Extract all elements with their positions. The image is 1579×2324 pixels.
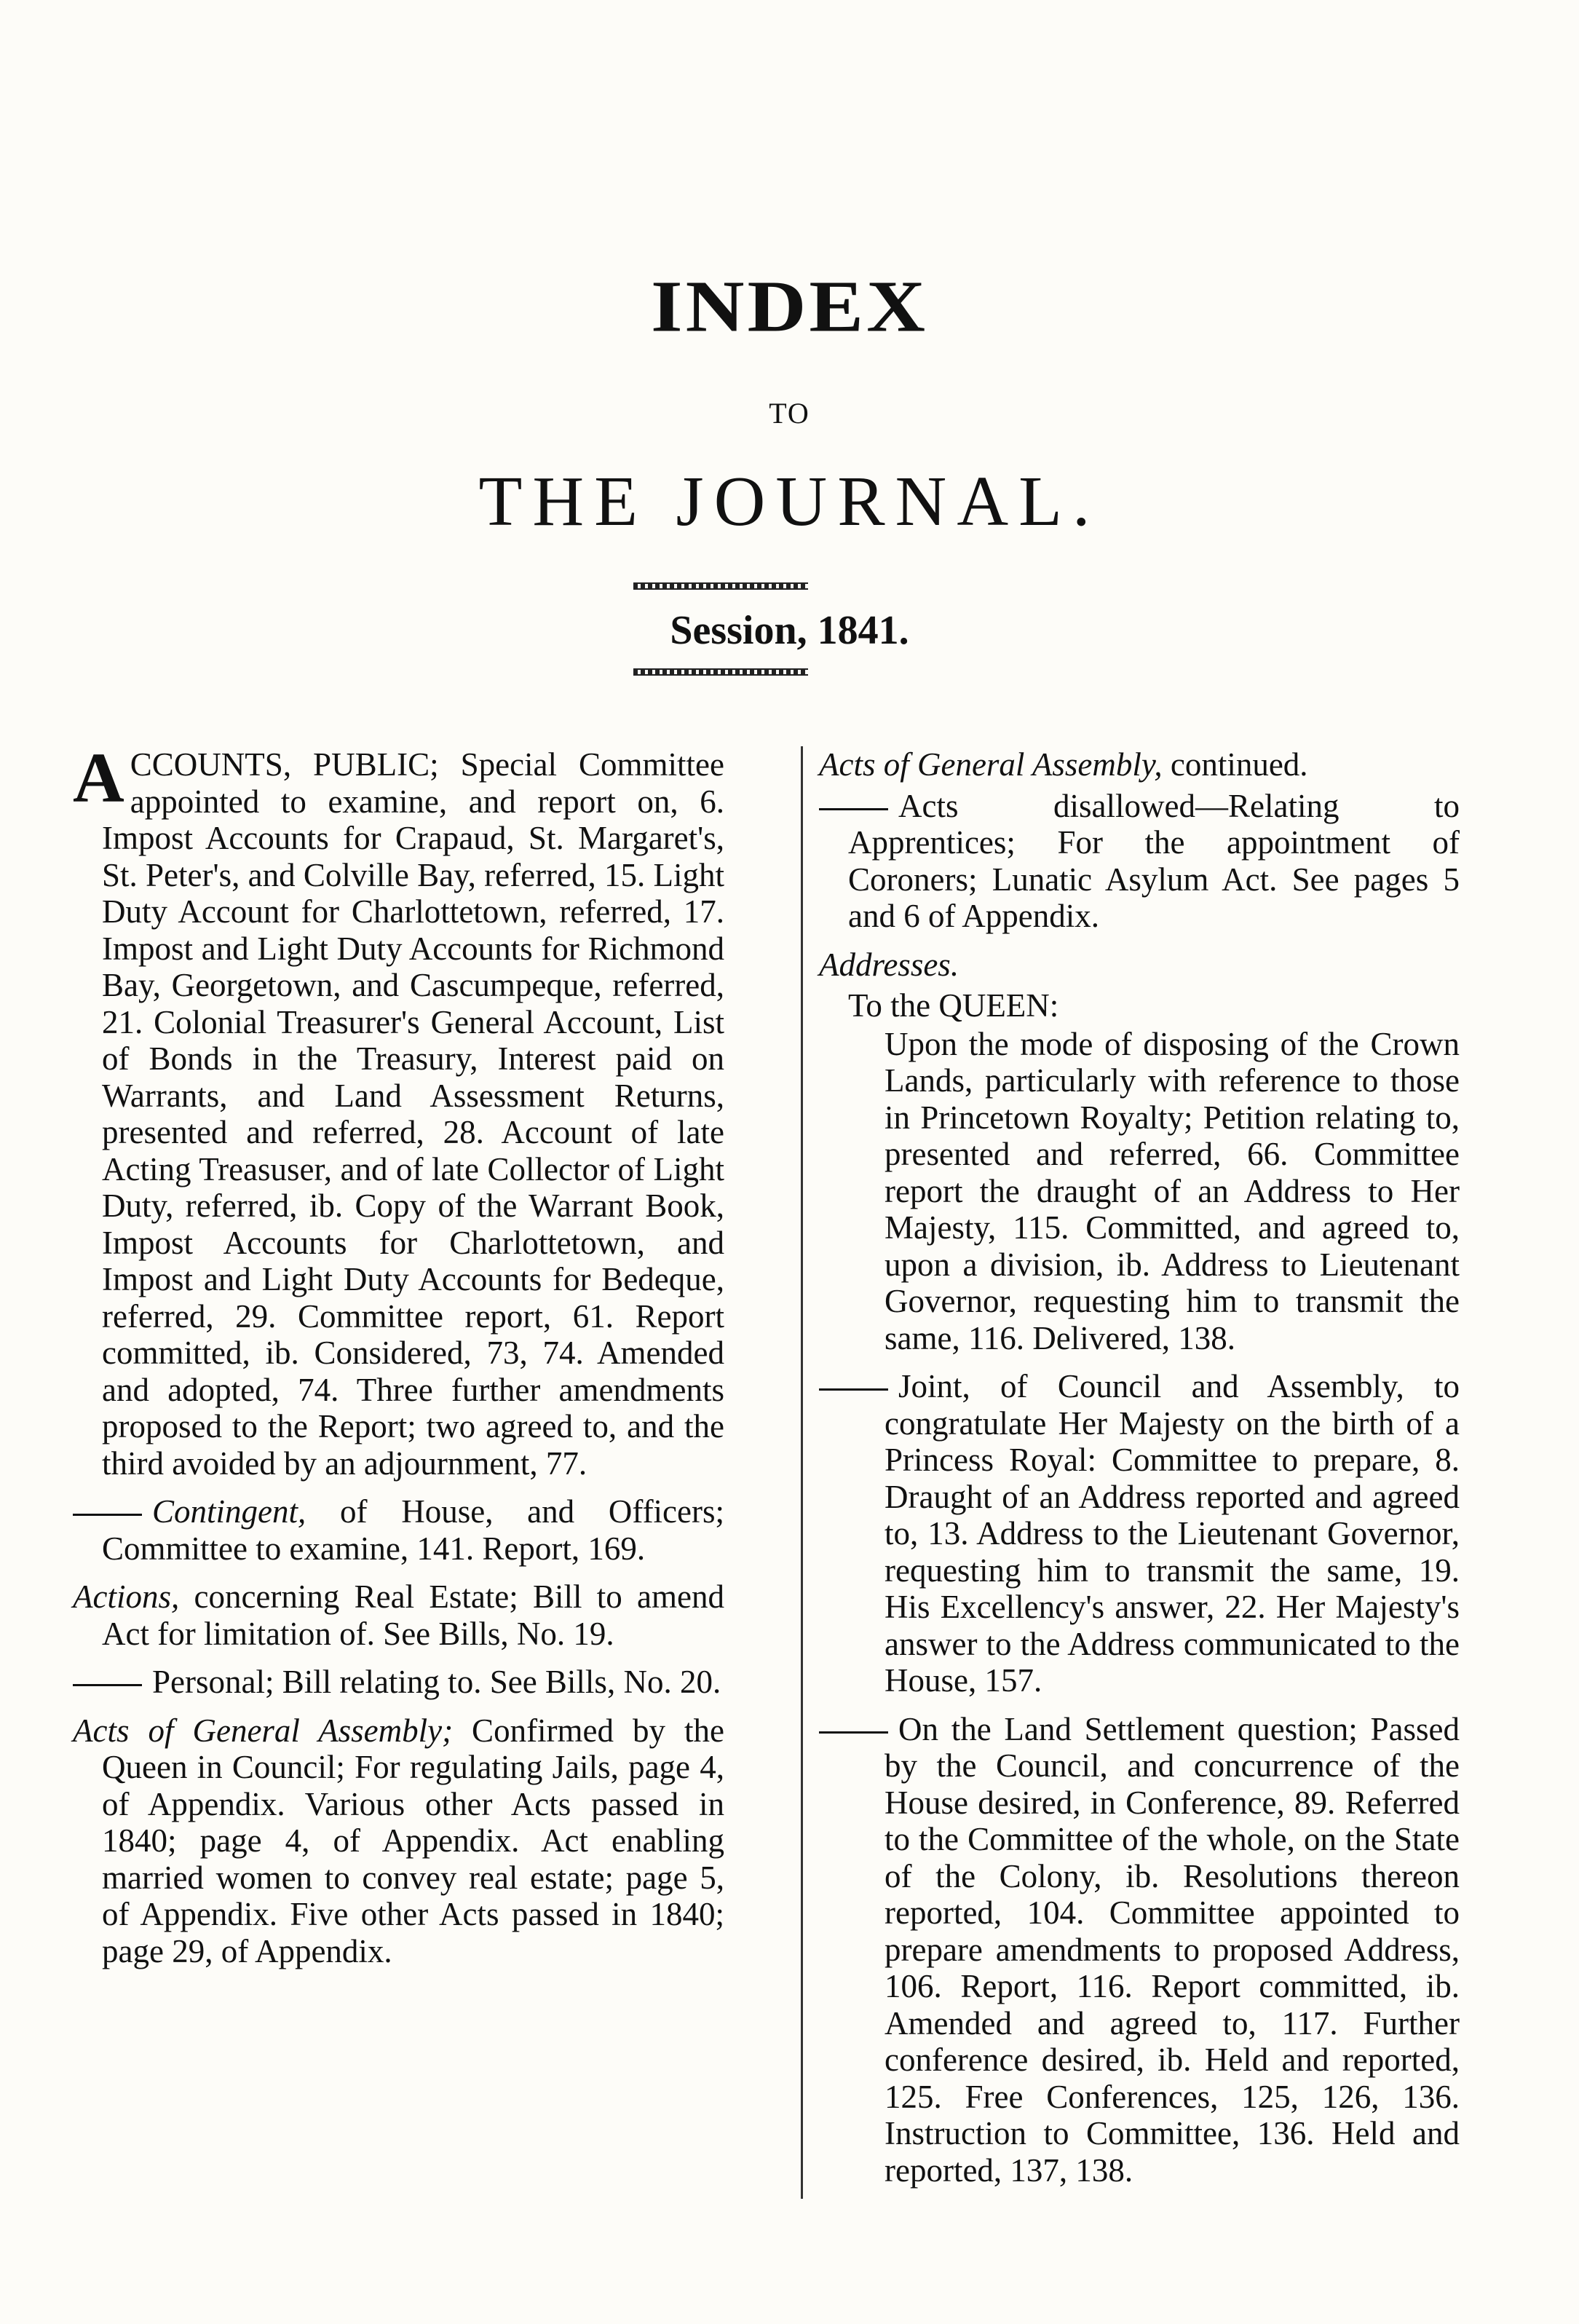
- title-to: TO: [769, 397, 810, 430]
- entry-joint-address: [819, 1368, 1460, 1699]
- entry-acts-continued: [819, 746, 1460, 783]
- entry-actions: [73, 1578, 724, 1652]
- em-dash-rule: [819, 808, 888, 810]
- entry-text: On the Land Settlement question; Passed by the Council, and concurrence of the House desired, in Conference, 89. Referred to the Committee of the whole, on the State of the Colony, ib. Resolutions thereon reported, 104. Committee appointed to prepare amendments to proposed Address, 106. Report, 116. Report committed, ib. Amended and agreed to, 117. Further conference desired, ib. Held and reported, 125. Free Conferences, 125, 126, 136. Instruction to Committee, 136. Held and reported, 137, 138.: [885, 1710, 1460, 2189]
- entry-heading: Acts of General Assembly,: [819, 746, 1163, 783]
- entry-heading: Acts of General Assembly;: [73, 1712, 454, 1749]
- subheading-to-queen: To the QUEEN:: [848, 987, 1059, 1024]
- entry-heading: CCOUNTS, PUBLIC: [130, 746, 430, 783]
- entry-accounts-public: [73, 739, 724, 1482]
- em-dash-rule: [73, 1684, 142, 1686]
- entry-text: ; Special Committee appointed to examine, and report on, 6. Impost Accounts for Crapaud, St. Margaret's, St. Peter's, and Colville Bay, referred, 15. Light Duty Account for Charlottetown, referred, 17. Impost and Light Duty Accounts for Richmond Bay, Georgetown, and Cascumpeque, referred, 21. Colonial Treasurer's General Account, List of Bonds in the Treasury, Interest paid on Warrants, and Land Assessment Returns, presented and referred, 28. Account of late Acting Treasuser, and of late Collector of Light Duty, referred, ib. Copy of the Warrant Book, Impost Accounts for Charlottetown, and Impost and Light Duty Accounts for Bedeque, referred, 29. Committee report, 61. Report committed, ib. Considered, 73, 74. Amended and adopted, 74. Three further amendments proposed to the Report; two agreed to, and the third avoided by an adjournment, 77.: [102, 746, 724, 1482]
- entry-text: of House, and Officers; Committee to examine, 141. Report, 169.: [102, 1493, 724, 1567]
- em-dash-rule: [73, 1514, 142, 1516]
- entry-heading: Contingent,: [152, 1493, 306, 1530]
- entry-heading: Addresses.: [819, 946, 959, 983]
- drop-cap: A: [73, 739, 124, 818]
- entry-acts: [73, 1712, 724, 1970]
- entry-land-settlement: [819, 1711, 1460, 2189]
- entry-acts-disallowed: [819, 788, 1460, 935]
- entry-heading: Actions,: [73, 1578, 180, 1615]
- entry-contingent: [73, 1493, 724, 1567]
- left-column: [73, 739, 724, 1981]
- entry-text: Personal; Bill relating to. See Bills, No. 20.: [152, 1664, 721, 1700]
- em-dash-rule: [819, 1731, 888, 1734]
- session-heading: Session, 1841.: [670, 608, 909, 653]
- ornament-rule-bottom: [633, 668, 808, 676]
- entry-text: Confirmed by the Queen in Council; For regulating Jails, page 4, of Appendix. Various other Acts passed in 1840; page 4, of Appendix. Act enabling married women to convey real estate; page 5, of Appendix. Five other Acts passed in 1840; page 29, of Appendix.: [102, 1712, 724, 1969]
- column-divider: [801, 746, 803, 2199]
- entry-text: continued.: [1162, 746, 1308, 783]
- journal-title: THE JOURNAL.: [478, 462, 1101, 541]
- entry-text: Acts disallowed—Relating to Apprentices; For the appointment of Coroners; Lunatic Asylum Act. See pages 5 and 6 of Appendix.: [848, 787, 1460, 934]
- entry-text: Joint, of Council and Assembly, to congratulate Her Majesty on the birth of a Princess Royal: Committee to prepare, 8. Draught of an Address reported and agreed to, 13. Address to the Lieutenant Governor, requesting him to transmit the same, 19. His Excellency's answer, 22. Her Majesty's answer to the Address communicated to the House, 157.: [885, 1368, 1460, 1699]
- entry-text: concerning Real Estate; Bill to amend Act for limitation of. See Bills, No. 19.: [102, 1578, 724, 1652]
- em-dash-rule: [819, 1388, 888, 1391]
- index-columns: [73, 739, 1471, 2202]
- right-column: [819, 746, 1460, 2200]
- entry-crown-lands: Upon the mode of disposing of the Crown Lands, particularly with reference to those in Princetown Royalty; Petition relating to, presented and referred, 66. Committee report the draught of an Address to Her Majesty, 115. Committed, and agreed to, upon a division, ib. Address to Lieutenant Governor, requesting him to transmit the same, 116. Delivered, 138.: [885, 1025, 1460, 1356]
- page-title: INDEX: [651, 266, 928, 347]
- ornament-rule-top: [633, 582, 808, 590]
- entry-addresses: [819, 946, 1460, 984]
- entry-personal: [73, 1664, 724, 1701]
